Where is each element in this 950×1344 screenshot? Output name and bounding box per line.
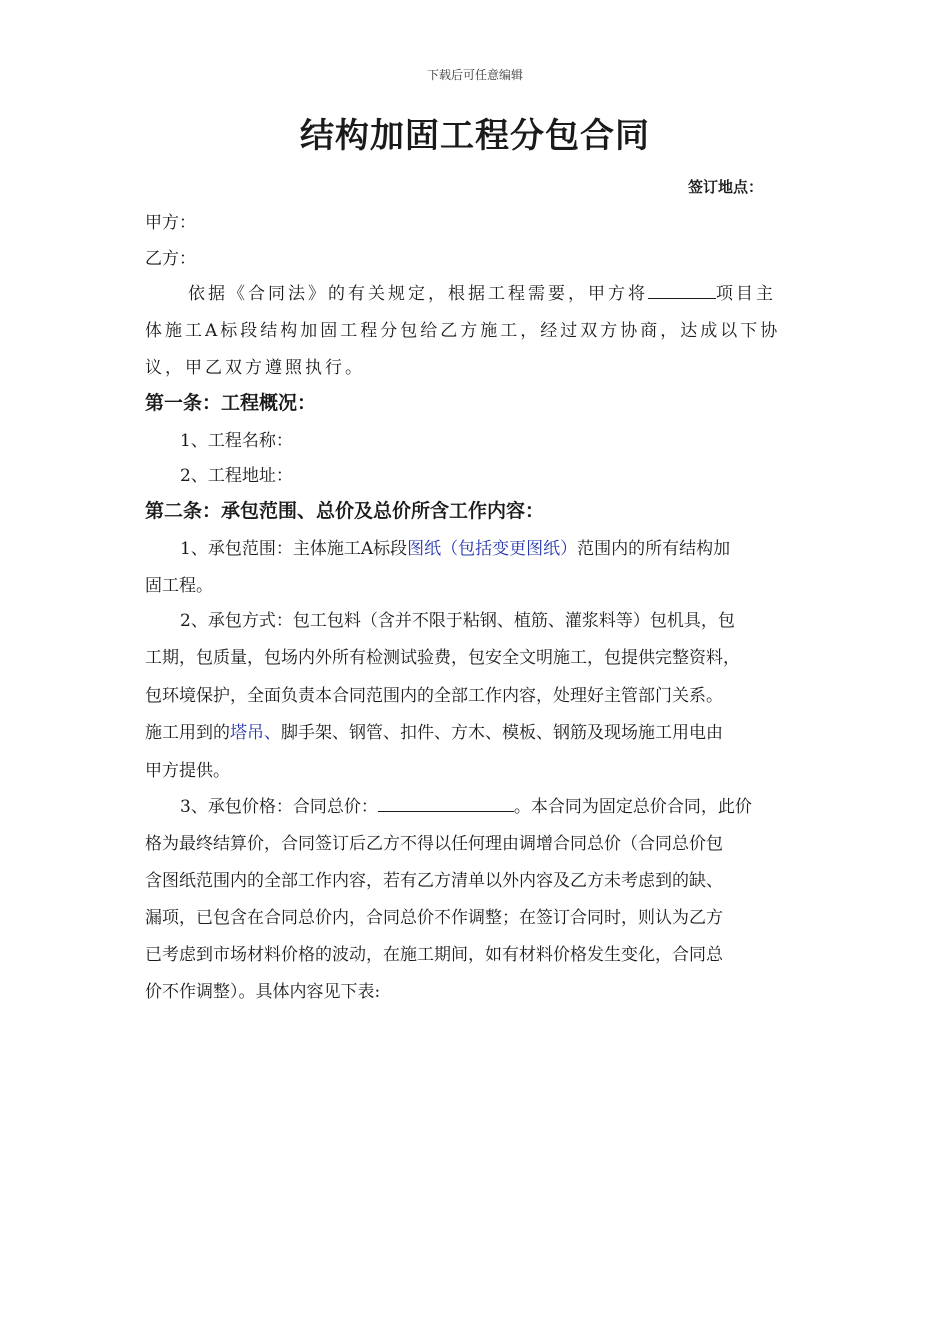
- sign-place-label: 签订地点：: [688, 178, 764, 196]
- intro-line-1: [188, 279, 868, 304]
- party-b-line: 乙方：: [145, 249, 196, 269]
- scope-line-1: [180, 534, 860, 559]
- price-line-6: 价不作调整）。具体内容见下表:: [145, 982, 381, 1002]
- price-text-1b: 。本合同为固定总价合同，此价: [513, 797, 752, 817]
- method-line-1: 2、承包方式：包工包料（含并不限于粘钢、植筋、灌浆料等）包机具，包: [180, 611, 735, 631]
- method-line-4: [145, 718, 825, 743]
- price-text-1a: 3、承包价格：合同总价：: [180, 797, 378, 817]
- intro-line-2: 体施工A标段结构加固工程分包给乙方施工，经过双方协商，达成以下协: [145, 321, 781, 341]
- drawings-link[interactable]: 图纸（包括变更图纸）: [407, 539, 578, 559]
- price-line-4: 漏项，已包含在合同总价内，合同总价不作调整；在签订合同时，则认为乙方: [145, 908, 723, 928]
- method-line-3: 包环境保护，全面负责本合同范围内的全部工作内容，处理好主管部门关系。: [145, 686, 723, 706]
- header-note: 下载后可任意编辑: [426, 68, 523, 82]
- project-name-item: 1、工程名称：: [180, 431, 293, 451]
- tower-crane-link[interactable]: 塔吊、: [230, 723, 281, 743]
- price-line-3: 含图纸范围内的全部工作内容，若有乙方清单以外内容及乙方未考虑到的缺、: [145, 871, 723, 891]
- method-line-5: 甲方提供。: [145, 761, 230, 781]
- price-line-1: [180, 792, 860, 817]
- scope-line-2: 固工程。: [145, 576, 213, 596]
- scope-text-b: 范围内的所有结构加: [577, 539, 731, 559]
- party-a-line: 甲方：: [145, 213, 196, 233]
- intro-text-1b: 项目主: [716, 284, 776, 304]
- price-line-2: 格为最终结算价，合同签订后乙方不得以任何理由调增合同总价（合同总价包: [145, 834, 723, 854]
- method-line-2: 工期，包质量，包场内外所有检测试验费，包安全文明施工，包提供完整资料，: [145, 648, 740, 668]
- intro-line-3: 议，甲乙双方遵照执行。: [145, 358, 365, 378]
- article-2-heading: 第二条：承包范围、总价及总价所含工作内容：: [145, 500, 545, 522]
- method-text-4b: 脚手架、钢管、扣件、方木、模板、钢筋及现场施工用电由: [281, 723, 723, 743]
- method-text-4a: 施工用到的: [145, 723, 230, 743]
- total-price-blank: [378, 793, 514, 812]
- intro-text-1a: 依据《合同法》的有关规定，根据工程需要，甲方将: [188, 284, 648, 304]
- project-address-item: 2、工程地址：: [180, 466, 293, 486]
- price-line-5: 已考虑到市场材料价格的波动，在施工期间，如有材料价格发生变化，合同总: [145, 945, 723, 965]
- article-1-heading: 第一条：工程概况：: [145, 392, 317, 414]
- project-name-blank: [648, 280, 716, 299]
- contract-title: 结构加固工程分包合同: [300, 116, 650, 156]
- scope-text-a: 1、承包范围：主体施工A标段: [180, 539, 408, 559]
